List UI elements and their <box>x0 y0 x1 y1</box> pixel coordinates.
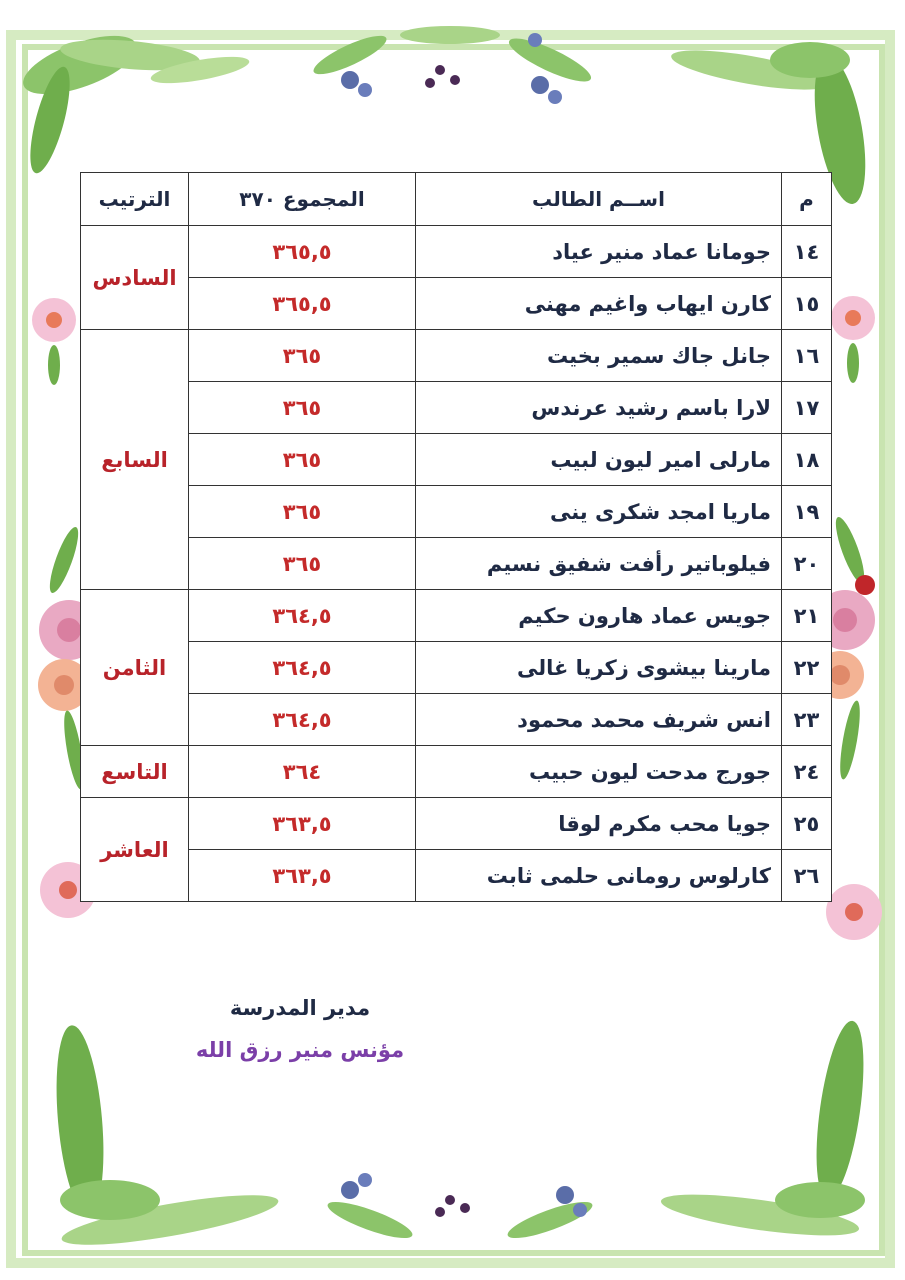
leaf-decoration-bottom-right <box>650 1000 890 1265</box>
table-row <box>81 434 832 486</box>
flower-cluster-bottom <box>310 1150 610 1270</box>
table-row <box>81 798 832 850</box>
cell-num: ٢٥ <box>782 798 832 850</box>
cell-name: مارلى امير ليون لبيب <box>416 434 782 486</box>
cell-num: ٢١ <box>782 590 832 642</box>
cell-rank: العاشر <box>81 798 189 902</box>
table-row <box>81 590 832 642</box>
table-row <box>81 486 832 538</box>
cell-num: ١٤ <box>782 226 832 278</box>
cell-total: ٣٦٣,٥ <box>189 850 416 902</box>
cell-num: ١٥ <box>782 278 832 330</box>
cell-name: ماريا امجد شكرى ينى <box>416 486 782 538</box>
flower-left-pink <box>24 290 84 390</box>
cell-name: جويا محب مكرم لوقا <box>416 798 782 850</box>
cell-num: ٢٣ <box>782 694 832 746</box>
cell-num: ٢٦ <box>782 850 832 902</box>
header-total: المجموع ٣٧٠ <box>189 173 416 226</box>
results-table <box>80 172 832 902</box>
cell-name: جومانا عماد منير عياد <box>416 226 782 278</box>
cell-total: ٣٦٥ <box>189 434 416 486</box>
cell-rank: السادس <box>81 226 189 330</box>
cell-num: ١٨ <box>782 434 832 486</box>
cell-name: فيلوباتير رأفت شفيق نسيم <box>416 538 782 590</box>
cell-name: مارينا بيشوى زكريا غالى <box>416 642 782 694</box>
table-row <box>81 382 832 434</box>
cell-num: ٢٢ <box>782 642 832 694</box>
cell-total: ٣٦٥ <box>189 330 416 382</box>
cell-total: ٣٦٤,٥ <box>189 590 416 642</box>
cell-total: ٣٦٥ <box>189 382 416 434</box>
header-name: اســم الطالب <box>416 173 782 226</box>
table-row <box>81 538 832 590</box>
cell-total: ٣٦٥,٥ <box>189 278 416 330</box>
cell-total: ٣٦٣,٥ <box>189 798 416 850</box>
cell-name: جانل جاك سمير بخيت <box>416 330 782 382</box>
cell-name: لارا باسم رشيد عرندس <box>416 382 782 434</box>
table-row <box>81 694 832 746</box>
cell-total: ٣٦٤,٥ <box>189 642 416 694</box>
flower-cluster-top <box>290 5 620 135</box>
cell-rank: التاسع <box>81 746 189 798</box>
table-row <box>81 226 832 278</box>
table-row <box>81 330 832 382</box>
header-rank: الترتيب <box>81 173 189 226</box>
header-num: م <box>782 173 832 226</box>
table-row <box>81 850 832 902</box>
cell-num: ١٩ <box>782 486 832 538</box>
cell-num: ١٧ <box>782 382 832 434</box>
cell-name: جويس عماد هارون حكيم <box>416 590 782 642</box>
table-row <box>81 746 832 798</box>
principal-name: مؤنس منير رزق الله <box>195 1038 405 1062</box>
cell-name: جورج مدحت ليون حبيب <box>416 746 782 798</box>
principal-title: مدير المدرسة <box>229 996 371 1020</box>
cell-total: ٣٦٥ <box>189 486 416 538</box>
cell-num: ٢٤ <box>782 746 832 798</box>
cell-rank: الثامن <box>81 590 189 746</box>
cell-total: ٣٦٤,٥ <box>189 694 416 746</box>
leaf-decoration-top-left <box>10 10 270 180</box>
cell-total: ٣٦٥ <box>189 538 416 590</box>
table-header-row <box>81 173 832 226</box>
cell-num: ١٦ <box>782 330 832 382</box>
table-row <box>81 278 832 330</box>
cell-rank: السابع <box>81 330 189 590</box>
cell-total: ٣٦٥,٥ <box>189 226 416 278</box>
cell-total: ٣٦٤ <box>189 746 416 798</box>
cell-name: انس شريف محمد محمود <box>416 694 782 746</box>
cell-num: ٢٠ <box>782 538 832 590</box>
table-row <box>81 642 832 694</box>
cell-name: كارلوس رومانى حلمى ثابت <box>416 850 782 902</box>
cell-name: كارن ايهاب واغيم مهنى <box>416 278 782 330</box>
